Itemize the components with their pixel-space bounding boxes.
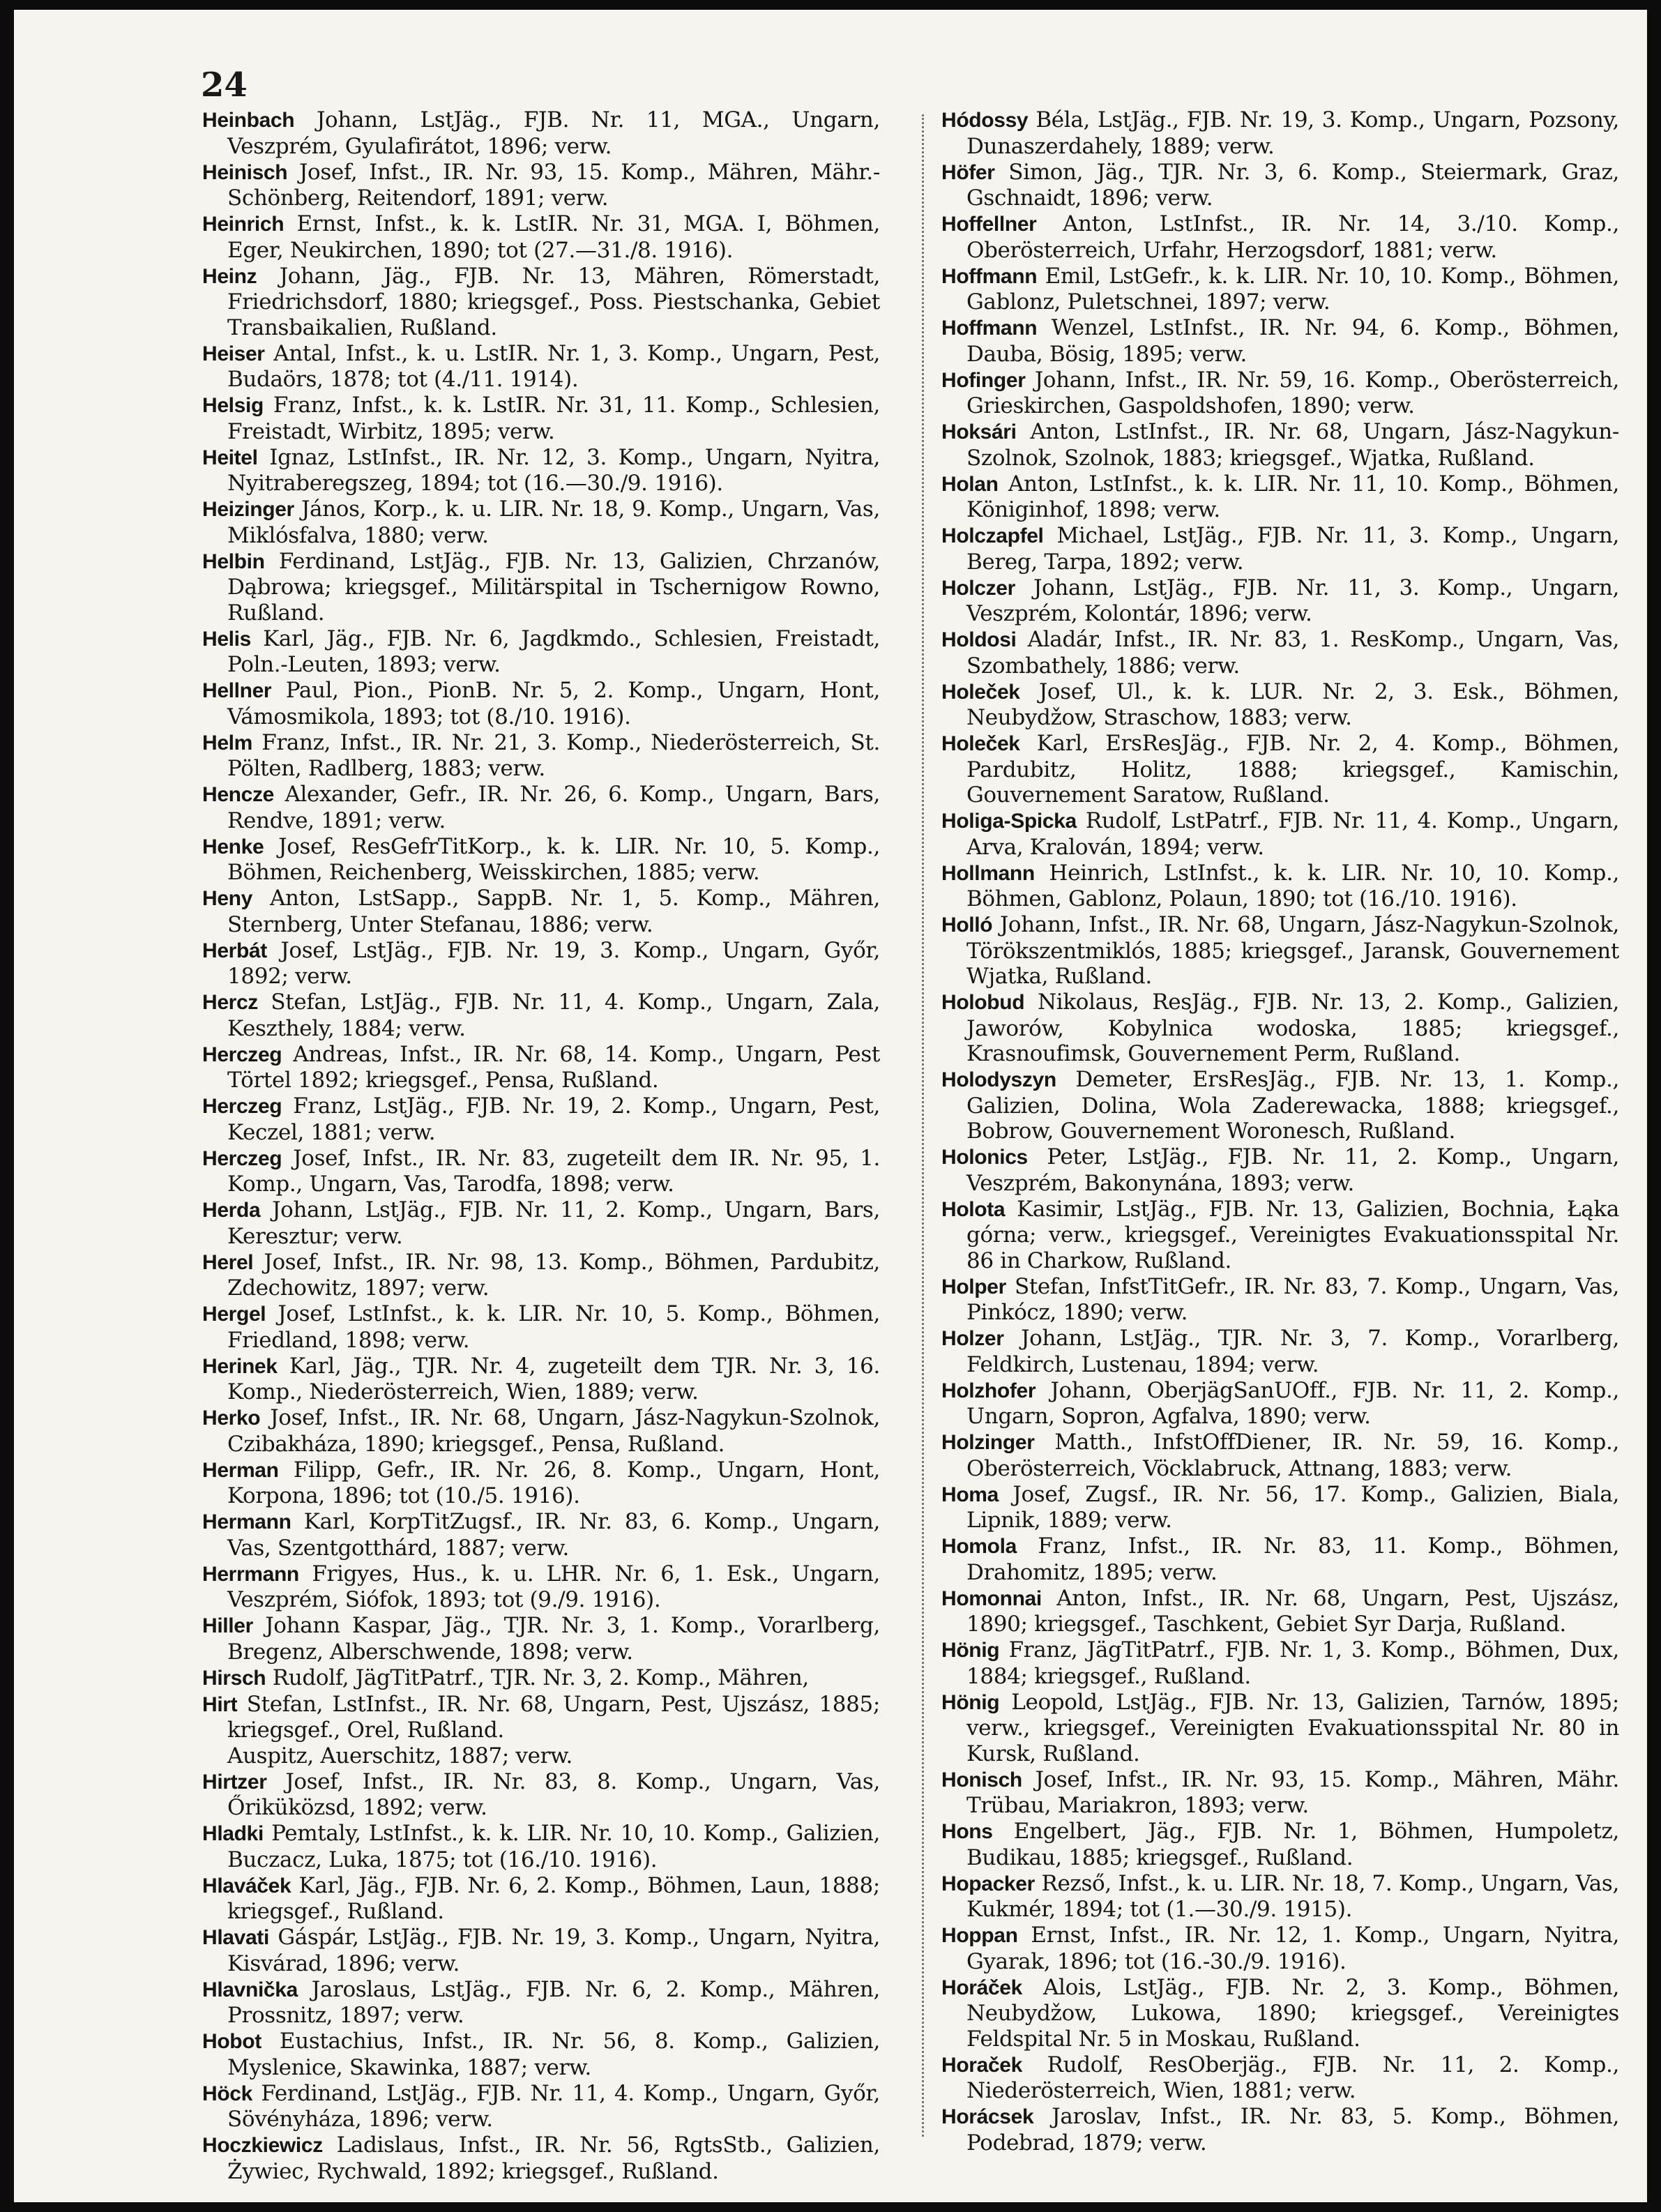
- register-entry: [941, 1326, 1619, 1377]
- entry-surname: Homola: [941, 1535, 1017, 1558]
- entry-details: Franz, JägTitPatrf., FJB. Nr. 1, 3. Komp., Böhmen, Dux, 1884; kriegsgef., Rußland.: [966, 1637, 1619, 1689]
- entry-surname: Höck: [202, 2082, 252, 2105]
- register-entry: [941, 315, 1619, 367]
- entry-details: Jaroslav, Infst., IR. Nr. 83, 5. Komp., Böhmen, Podebrad, 1879; verw.: [966, 2104, 1619, 2156]
- entry-surname: Herbát: [202, 939, 267, 962]
- entry-surname: Holdosi: [941, 628, 1017, 651]
- entry-surname: Hódossy: [941, 109, 1029, 132]
- register-entry: [202, 1354, 880, 1405]
- register-entry: [941, 731, 1619, 808]
- entry-surname: Holan: [941, 472, 999, 496]
- entry-details: Frigyes, Hus., k. u. LHR. Nr. 6, 1. Esk., Ungarn, Veszprém, Siófok, 1893; tot (9./9. 1916).: [227, 1561, 880, 1612]
- register-entry: [202, 1146, 880, 1197]
- left-column: [202, 107, 880, 2185]
- register-entry: [202, 1613, 880, 1665]
- entry-surname: Hoppan: [941, 1924, 1018, 1947]
- entry-details: Emil, LstGefr., k. k. LIR. Nr. 10, 10. Komp., Böhmen, Gablonz, Puletschnei, 1897; verw.: [966, 263, 1619, 315]
- entry-surname: Holonics: [941, 1146, 1028, 1169]
- register-entry: [941, 912, 1619, 990]
- entry-details: Ferdinand, LstJäg., FJB. Nr. 13, Galizien, Chrzanów, Dąbrowa; kriegsgef., Militärspital in Tschernigow Rowno, Rußland.: [227, 548, 880, 626]
- entry-details: Ernst, Infst., k. k. LstIR. Nr. 31, MGA. I, Böhmen, Eger, Neukirchen, 1890; tot (27.—31./8. 1916).: [227, 211, 880, 263]
- entry-surname: Herda: [202, 1199, 261, 1222]
- entry-details: Ignaz, LstInfst., IR. Nr. 12, 3. Komp., Ungarn, Nyitra, Nyitraberegszeg, 1894; tot (16.—30./9. 1916).: [227, 444, 880, 496]
- entry-surname: Hönig: [941, 1639, 1000, 1662]
- entry-surname: Hobot: [202, 2030, 261, 2053]
- register-entry: [202, 678, 880, 729]
- entry-details: Alois, LstJäg., FJB. Nr. 2, 3. Komp., Böhmen, Neubydžow, Lukowa, 1890; kriegsgef., Vereinigtes Feldspital Nr. 5 in Moskau, Rußland.: [966, 1974, 1619, 2052]
- entry-surname: Hirtzer: [202, 1770, 267, 1794]
- entry-surname: Hönig: [941, 1690, 1000, 1714]
- register-entry: [941, 861, 1619, 912]
- entry-details: Johann, LstJäg., FJB. Nr. 11, 2. Komp., Ungarn, Bars, Keresztur; verw.: [227, 1197, 880, 1249]
- entry-surname: Holiga-Spicka: [941, 810, 1077, 833]
- entry-details: Franz, Infst., IR. Nr. 83, 11. Komp., Böhmen, Drahomitz, 1895; verw.: [966, 1533, 1619, 1585]
- register-entry: [202, 990, 880, 1041]
- entry-details: Rezső, Infst., k. u. LIR. Nr. 18, 7. Komp., Ungarn, Vas, Kukmér, 1894; tot (1.—30./9. 1915).: [966, 1870, 1619, 1922]
- entry-surname: Heinisch: [202, 160, 288, 184]
- register-entry: [941, 1378, 1619, 1430]
- entry-surname: Holota: [941, 1197, 1006, 1221]
- register-entry: [202, 1692, 880, 1743]
- entry-surname: Herrmann: [202, 1562, 299, 1586]
- register-entry: [202, 1821, 880, 1872]
- register-entry: [202, 1197, 880, 1249]
- entry-details: Michael, LstJäg., FJB. Nr. 11, 3. Komp., Ungarn, Bereg, Tarpa, 1892; verw.: [966, 523, 1619, 575]
- register-entry: [941, 1923, 1619, 1974]
- entry-details: Karl, Jäg., TJR. Nr. 4, zugeteilt dem TJR. Nr. 3, 16. Komp., Niederösterreich, Wien, 1889; verw.: [227, 1353, 880, 1404]
- register-entry: [941, 419, 1619, 471]
- entry-surname: Hoffmann: [941, 264, 1038, 288]
- entry-details: Ernst, Infst., IR. Nr. 12, 1. Komp., Ungarn, Nyitra, Gyarak, 1896; tot (16.-30./9. 1916).: [966, 1923, 1619, 1974]
- register-entry: [202, 1665, 880, 1692]
- entry-details: Gáspár, LstJäg., FJB. Nr. 19, 3. Komp., Ungarn, Nyitra, Kisvárad, 1896; verw.: [227, 1925, 880, 1976]
- entry-details: Josef, ResGefrTitKorp., k. k. LIR. Nr. 10, 5. Komp., Böhmen, Reichenberg, Weisskirchen, 1885; verw.: [227, 833, 880, 885]
- register-entry: [941, 368, 1619, 419]
- register-entry: [202, 886, 880, 937]
- register-entry: [202, 107, 880, 159]
- entry-details: Auspitz, Auerschitz, 1887; verw.: [227, 1743, 573, 1768]
- register-entry: [202, 1509, 880, 1561]
- entry-details: Anton, Infst., IR. Nr. 68, Ungarn, Pest, Ujszász, 1890; kriegsgef., Taschkent, Gebiet Syr Darja, Rußland.: [966, 1585, 1619, 1637]
- entry-details: Paul, Pion., PionB. Nr. 5, 2. Komp., Ungarn, Hont, Vámosmikola, 1893; tot (8./10. 1916).: [227, 678, 880, 729]
- entry-details: Karl, Jäg., FJB. Nr. 6, Jagdkmdo., Schlesien, Freistadt, Poln.-Leuten, 1893; verw.: [227, 626, 880, 677]
- register-entry: [202, 1042, 880, 1093]
- register-entry: [941, 264, 1619, 315]
- register-entry: [941, 2104, 1619, 2156]
- entry-surname: Holzer: [941, 1327, 1004, 1350]
- entry-surname: Hons: [941, 1820, 993, 1843]
- register-entry: [202, 2133, 880, 2184]
- entry-surname: Holzhofer: [941, 1379, 1036, 1402]
- entry-details: Johann Kaspar, Jäg., TJR. Nr. 3, 1. Komp., Vorarlberg, Bregenz, Alberschwende, 1898; verw.: [227, 1613, 880, 1665]
- entry-details: Johann, Infst., IR. Nr. 68, Ungarn, Jász-Nagykun-Szolnok, Törökszentmiklós, 1885; kriegsgef., Jaransk, Gouvernement Wjatka, Rußland.: [966, 912, 1619, 989]
- entry-surname: Henke: [202, 835, 264, 858]
- register-entry: [202, 445, 880, 497]
- register-entry: [941, 1637, 1619, 1689]
- register-entry: [941, 627, 1619, 679]
- register-entry: [202, 730, 880, 782]
- register-entry: [941, 1533, 1619, 1585]
- entry-surname: Hirsch: [202, 1666, 266, 1690]
- register-entry: [202, 1250, 880, 1301]
- entry-surname: Herczeg: [202, 1146, 282, 1170]
- entry-details: Heinrich, LstInfst., k. k. LIR. Nr. 10, 10. Komp., Böhmen, Gablonz, Polaun, 1890; tot (16./10. 1916).: [966, 860, 1619, 911]
- entry-surname: Horácsek: [941, 2105, 1034, 2128]
- entry-surname: Heizinger: [202, 498, 294, 521]
- entry-surname: Herinek: [202, 1354, 278, 1378]
- entry-details: Leopold, LstJäg., FJB. Nr. 13, Galizien, Tarnów, 1895; verw., kriegsgef., Vereinigten Evakuationsspital Nr. 80 in Kursk, Rußland.: [966, 1689, 1619, 1766]
- entry-surname: Holzinger: [941, 1431, 1035, 1454]
- register-entry: [941, 1871, 1619, 1923]
- entry-details: Stefan, LstJäg., FJB. Nr. 11, 4. Komp., Ungarn, Zala, Keszthely, 1884; verw.: [227, 990, 880, 1041]
- entry-surname: Herczeg: [202, 1043, 282, 1066]
- register-entry: [202, 1925, 880, 1976]
- entry-surname: Heinz: [202, 264, 257, 288]
- register-entry: [941, 1586, 1619, 1637]
- entry-details: Demeter, ErsResJäg., FJB. Nr. 13, 1. Komp., Galizien, Dolina, Wola Zaderewacka, 1888; kriegsgef., Bobrow, Gouvernement Woronesch, Rußland.: [966, 1067, 1619, 1144]
- register-entry: [202, 1457, 880, 1509]
- entry-details: Matth., InfstOffDiener, IR. Nr. 59, 16. Komp., Oberösterreich, Vöcklabruck, Attnang, 1883; verw.: [966, 1430, 1619, 1481]
- entry-surname: Heitel: [202, 446, 258, 469]
- entry-details: Karl, KorpTitZugsf., IR. Nr. 83, 6. Komp., Ungarn, Vas, Szentgotthárd, 1887; verw.: [227, 1509, 880, 1561]
- entry-surname: Heny: [202, 887, 252, 910]
- register-entry: [941, 990, 1619, 1067]
- entry-surname: Holeček: [941, 732, 1020, 755]
- entry-details: Johann, LstJäg., FJB. Nr. 11, 3. Komp., Ungarn, Veszprém, Kolontár, 1896; verw.: [966, 575, 1619, 626]
- entry-details: Nikolaus, ResJäg., FJB. Nr. 13, 2. Komp., Galizien, Jaworów, Kobylnica wodoska, 1885; kriegsgef., Krasnoufimsk, Gouvernement Perm, Rußland.: [966, 990, 1619, 1066]
- entry-details: Andreas, Infst., IR. Nr. 68, 14. Komp., Ungarn, Pest Törtel 1892; kriegsgef., Pensa, Rußland.: [227, 1041, 880, 1093]
- entry-surname: Horáček: [941, 1976, 1022, 1999]
- entry-surname: Herman: [202, 1458, 279, 1482]
- entry-surname: Helbin: [202, 550, 265, 573]
- entry-surname: Hlavnička: [202, 1978, 298, 2001]
- entry-details: Rudolf, ResOberjäg., FJB. Nr. 11, 2. Komp., Niederösterreich, Wien, 1881; verw.: [966, 2052, 1619, 2103]
- register-entry: [941, 471, 1619, 523]
- register-entry: [941, 1819, 1619, 1870]
- entry-surname: Hoksári: [941, 421, 1017, 444]
- register-entry: [941, 679, 1619, 731]
- register-entry: [202, 549, 880, 626]
- entry-details: Alexander, Gefr., IR. Nr. 26, 6. Komp., Ungarn, Bars, Rendve, 1891; verw.: [227, 782, 880, 833]
- register-entry: [202, 938, 880, 990]
- entry-surname: Herel: [202, 1250, 254, 1274]
- register-entry: [202, 160, 880, 211]
- register-entry: [202, 1301, 880, 1353]
- right-column: [941, 107, 1619, 2156]
- entry-details: Aladár, Infst., IR. Nr. 83, 1. ResKomp., Ungarn, Vas, Szombathely, 1886; verw.: [966, 627, 1619, 679]
- register-entry: [941, 160, 1619, 211]
- entry-details: Josef, Infst., IR. Nr. 83, 8. Komp., Ungarn, Vas, Őriküközsd, 1892; verw.: [227, 1768, 880, 1820]
- register-entry: [202, 1405, 880, 1457]
- register-entry: [941, 211, 1619, 263]
- register-entry: [941, 1767, 1619, 1819]
- entry-details: Johann, Infst., IR. Nr. 59, 16. Komp., Oberösterreich, Grieskirchen, Gaspoldshofen, 1890; verw.: [966, 367, 1619, 418]
- book-page: [14, 10, 1647, 2202]
- entry-details: Josef, Infst., IR. Nr. 68, Ungarn, Jász-Nagykun-Szolnok, Czibakháza, 1890; kriegsgef., Pensa, Rußland.: [227, 1405, 880, 1457]
- register-entry: [202, 626, 880, 678]
- entry-surname: Hiller: [202, 1614, 253, 1637]
- register-entry: [202, 1977, 880, 2029]
- entry-surname: Hercz: [202, 991, 258, 1014]
- register-entry: [941, 1430, 1619, 1481]
- entry-surname: Homonnai: [941, 1586, 1042, 1610]
- entry-surname: Holper: [941, 1275, 1006, 1298]
- entry-details: Karl, ErsResJäg., FJB. Nr. 2, 4. Komp., Böhmen, Pardubitz, Holitz, 1888; kriegsgef., Kamischin, Gouvernement Saratow, Rußland.: [966, 731, 1619, 808]
- entry-details: Franz, LstJäg., FJB. Nr. 19, 2. Komp., Ungarn, Pest, Keczel, 1881; verw.: [227, 1093, 881, 1145]
- entry-details: Josef, Zugsf., IR. Nr. 56, 17. Komp., Galizien, Biala, Lipnik, 1889; verw.: [966, 1481, 1619, 1533]
- register-entry: [941, 1975, 1619, 2052]
- entry-surname: Holodyszyn: [941, 1068, 1056, 1091]
- entry-details: Franz, Infst., k. k. LstIR. Nr. 31, 11. Komp., Schlesien, Freistadt, Wirbitz, 1895; verw.: [227, 393, 880, 444]
- register-entry: [202, 211, 880, 263]
- entry-details: Ladislaus, Infst., IR. Nr. 56, RgtsStb., Galizien, Żywiec, Rychwald, 1892; kriegsgef., Rußland.: [227, 2133, 880, 2184]
- entry-details: Stefan, InfstTitGefr., IR. Nr. 83, 7. Komp., Ungarn, Vas, Pinkócz, 1890; verw.: [966, 1273, 1619, 1325]
- entry-details: Anton, LstSapp., SappB. Nr. 1, 5. Komp., Mähren, Sternberg, Unter Stefanau, 1886; verw.: [227, 886, 880, 937]
- entry-details: Josef, Infst., IR. Nr. 93, 15. Komp., Mähren, Mähr. Trübau, Mariakron, 1893; verw.: [966, 1766, 1619, 1818]
- entry-surname: Hermann: [202, 1510, 291, 1533]
- entry-details: Pemtaly, LstInfst., k. k. LIR. Nr. 10, 10. Komp., Galizien, Buczacz, Luka, 1875; tot (16./10. 1916).: [227, 1821, 880, 1872]
- entry-surname: Hencze: [202, 783, 274, 806]
- entry-surname: Herczeg: [202, 1095, 282, 1118]
- register-entry: [941, 2052, 1619, 2104]
- entry-details: Johann, LstJäg., FJB. Nr. 11, MGA., Ungarn, Veszprém, Gyulafirátot, 1896; verw.: [227, 107, 880, 159]
- entry-details: Antal, Infst., k. u. LstIR. Nr. 1, 3. Komp., Ungarn, Pest, Budaörs, 1878; tot (4./11. 1914).: [227, 340, 880, 392]
- register-entry: [202, 497, 880, 548]
- entry-surname: Holobud: [941, 991, 1025, 1014]
- register-entry: [202, 782, 880, 833]
- entry-surname: Holló: [941, 914, 993, 937]
- entry-surname: Herko: [202, 1407, 261, 1430]
- register-entry: [941, 1067, 1619, 1144]
- entry-surname: Holeček: [941, 680, 1020, 704]
- register-entry: [941, 1197, 1619, 1274]
- register-entry: [941, 523, 1619, 575]
- page-number: 24: [201, 66, 248, 105]
- register-entry: [941, 107, 1619, 159]
- entry-details: Filipp, Gefr., IR. Nr. 26, 8. Komp., Ungarn, Hont, Korpona, 1896; tot (10./5. 1916).: [227, 1457, 880, 1508]
- entry-details: Anton, LstInfst., IR. Nr. 14, 3./10. Komp., Oberösterreich, Urfahr, Herzogsdorf, 1881; verw.: [966, 211, 1619, 263]
- entry-details: Engelbert, Jäg., FJB. Nr. 1, Böhmen, Humpoletz, Budikau, 1885; kriegsgef., Rußland.: [966, 1819, 1619, 1870]
- entry-surname: Hellner: [202, 679, 272, 702]
- entry-surname: Helm: [202, 731, 252, 755]
- column-divider: [922, 114, 925, 2137]
- entry-surname: Heinbach: [202, 109, 295, 132]
- entry-details: Anton, LstInfst., k. k. LIR. Nr. 11, 10. Komp., Böhmen, Königinhof, 1898; verw.: [966, 471, 1619, 522]
- register-entry: [202, 834, 880, 886]
- entry-surname: Heiser: [202, 342, 265, 365]
- entry-details: Anton, LstInfst., IR. Nr. 68, Ungarn, Jász-Nagykun-Szolnok, Szolnok, 1883; kriegsgef., Wjatka, Rußland.: [966, 419, 1619, 471]
- register-entry: [202, 1873, 880, 1925]
- entry-details: Josef, Infst., IR. Nr. 83, zugeteilt dem IR. Nr. 95, 1. Komp., Ungarn, Vas, Tarodfa, 1898; verw.: [227, 1145, 880, 1197]
- entry-surname: Hollmann: [941, 861, 1035, 885]
- entry-details: Simon, Jäg., TJR. Nr. 3, 6. Komp., Steiermark, Graz, Gschnaidt, 1896; verw.: [966, 159, 1619, 211]
- entry-surname: Hoffmann: [941, 317, 1038, 340]
- entry-surname: Holczer: [941, 576, 1015, 600]
- entry-details: Ferdinand, LstJäg., FJB. Nr. 11, 4. Komp., Ungarn, Győr, Sövényháza, 1896; verw.: [227, 2080, 880, 2132]
- entry-surname: Helis: [202, 627, 251, 651]
- register-entry: [202, 2029, 880, 2080]
- entry-details: Karl, Jäg., FJB. Nr. 6, 2. Komp., Böhmen, Laun, 1888; kriegsgef., Rußland.: [227, 1872, 880, 1924]
- entry-surname: Hirt: [202, 1692, 238, 1716]
- entry-details: Kasimir, LstJäg., FJB. Nr. 13, Galizien, Bochnia, Łąka górna; verw., kriegsgef., Vereinigtes Evakuationsspital Nr. 86 in Charkow, Rußland.: [966, 1196, 1619, 1273]
- entry-surname: Hladki: [202, 1822, 264, 1845]
- entry-details: Jaroslaus, LstJäg., FJB. Nr. 6, 2. Komp., Mähren, Prossnitz, 1897; verw.: [227, 1976, 880, 2028]
- register-entry: [202, 341, 880, 393]
- entry-surname: Höfer: [941, 160, 995, 184]
- entry-details: János, Korp., k. u. LIR. Nr. 18, 9. Komp., Ungarn, Vas, Miklósfalva, 1880; verw.: [227, 497, 880, 548]
- entry-details: Peter, LstJäg., FJB. Nr. 11, 2. Komp., Ungarn, Veszprém, Bakonynána, 1893; verw.: [966, 1144, 1619, 1196]
- register-entry: [202, 1743, 880, 1769]
- entry-surname: Hopacker: [941, 1872, 1035, 1895]
- entry-details: Eustachius, Infst., IR. Nr. 56, 8. Komp., Galizien, Myslenice, Skawinka, 1887; verw.: [227, 2029, 880, 2080]
- register-entry: [941, 1690, 1619, 1767]
- register-entry: [941, 808, 1619, 860]
- entry-surname: Hlaváček: [202, 1874, 291, 1897]
- entry-details: Johann, Jäg., FJB. Nr. 13, Mähren, Römerstadt, Friedrichsdorf, 1880; kriegsgef., Poss. Piestschanka, Gebiet Transbaikalien, Rußland.: [227, 263, 880, 340]
- entry-surname: Hofinger: [941, 368, 1026, 392]
- entry-surname: Helsig: [202, 394, 264, 417]
- entry-details: Johann, OberjägSanUOff., FJB. Nr. 11, 2. Komp., Ungarn, Sopron, Agfalva, 1890; verw.: [966, 1377, 1619, 1429]
- register-entry: [202, 1561, 880, 1613]
- entry-surname: Hlavati: [202, 1926, 269, 1949]
- entry-surname: Hoffellner: [941, 213, 1037, 236]
- entry-details: Béla, LstJäg., FJB. Nr. 19, 3. Komp., Ungarn, Pozsony, Dunaszerdahely, 1889; verw.: [966, 107, 1619, 159]
- register-entry: [941, 1144, 1619, 1196]
- register-entry: [202, 264, 880, 341]
- entry-surname: Honisch: [941, 1768, 1022, 1791]
- register-entry: [941, 1274, 1619, 1326]
- entry-surname: Hergel: [202, 1303, 266, 1326]
- entry-details: Rudolf, LstPatrf., FJB. Nr. 11, 4. Komp., Ungarn, Arva, Kralován, 1894; verw.: [966, 808, 1619, 860]
- entry-details: Josef, Ul., k. k. LUR. Nr. 2, 3. Esk., Böhmen, Neubydžow, Straschow, 1883; verw.: [966, 679, 1619, 730]
- register-entry: [202, 2081, 880, 2133]
- entry-surname: Horaček: [941, 2053, 1022, 2077]
- register-entry: [941, 575, 1619, 627]
- entry-details: Franz, Infst., IR. Nr. 21, 3. Komp., Niederösterreich, St. Pölten, Radlberg, 1883; verw.: [227, 729, 880, 781]
- entry-details: Johann, LstJäg., TJR. Nr. 3, 7. Komp., Vorarlberg, Feldkirch, Lustenau, 1894; verw.: [966, 1326, 1619, 1377]
- register-entry: [202, 393, 880, 444]
- entry-details: Wenzel, LstInfst., IR. Nr. 94, 6. Komp., Böhmen, Dauba, Bösig, 1895; verw.: [966, 315, 1619, 367]
- register-entry: [202, 1769, 880, 1821]
- entry-details: Josef, LstInfst., k. k. LIR. Nr. 10, 5. Komp., Böhmen, Friedland, 1898; verw.: [227, 1301, 880, 1353]
- entry-surname: Heinrich: [202, 213, 285, 236]
- entry-details: Stefan, LstInfst., IR. Nr. 68, Ungarn, Pest, Ujszász, 1885; kriegsgef., Orel, Rußland.: [227, 1691, 880, 1743]
- entry-details: Josef, LstJäg., FJB. Nr. 19, 3. Komp., Ungarn, Győr, 1892; verw.: [227, 937, 880, 989]
- entry-surname: Homa: [941, 1483, 999, 1506]
- register-entry: [202, 1093, 880, 1145]
- register-entry: [941, 1482, 1619, 1533]
- entry-details: Josef, Infst., IR. Nr. 93, 15. Komp., Mähren, Mähr.-Schönberg, Reitendorf, 1891; verw.: [227, 159, 880, 211]
- entry-details: Rudolf, JägTitPatrf., TJR. Nr. 3, 2. Komp., Mähren,: [272, 1665, 809, 1690]
- entry-surname: Holczapfel: [941, 524, 1044, 547]
- entry-surname: Hoczkiewicz: [202, 2134, 323, 2157]
- entry-details: Josef, Infst., IR. Nr. 98, 13. Komp., Böhmen, Pardubitz, Zdechowitz, 1897; verw.: [227, 1249, 880, 1301]
